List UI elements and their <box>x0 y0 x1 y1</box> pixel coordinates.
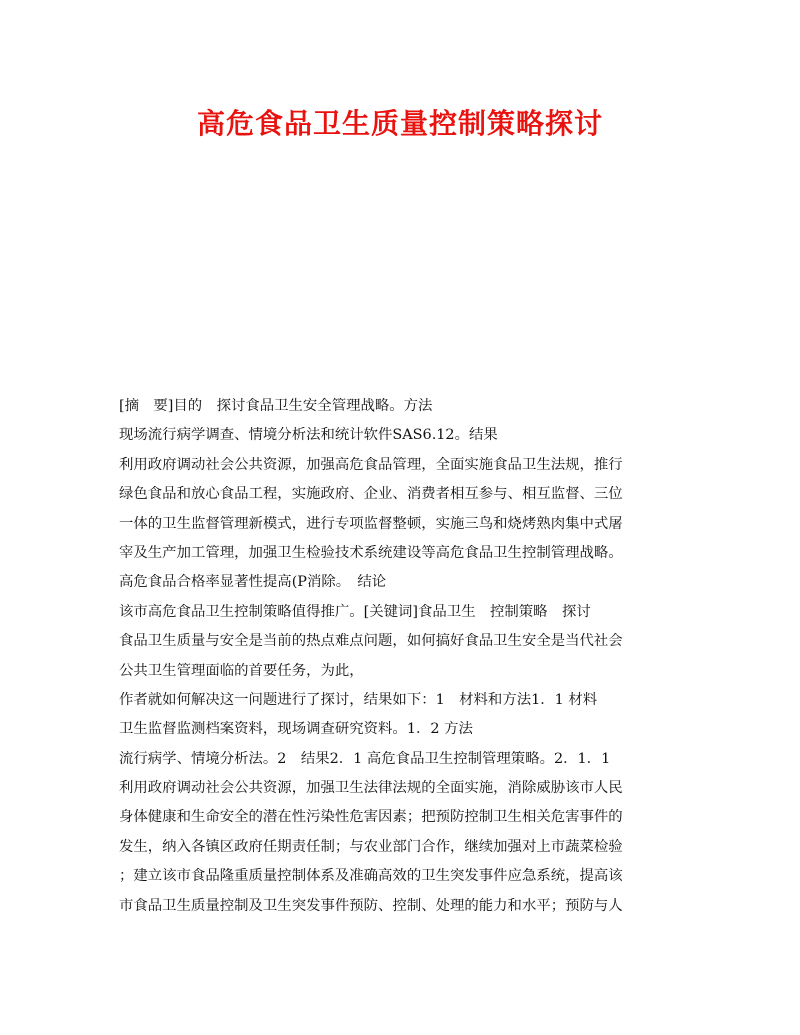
body-line: [摘 要]目的 探讨食品卫生安全管理战略。方法 <box>119 398 433 414</box>
body-line: 利用政府调动社会公共资源，加强卫生法律法规的全面实施，消除威胁该市人民 <box>119 780 623 797</box>
document-body <box>119 392 685 921</box>
body-line: ；建立该市食品隆重质量控制体系及准确高效的卫生突发事件应急系统，提高该 <box>119 868 623 885</box>
body-line: 市食品卫生质量控制及卫生突发事件预防、控制、处理的能力和水平；预防与人 <box>119 897 623 914</box>
document-title: 高危食品卫生质量控制策略探讨 <box>196 107 603 140</box>
body-line: 一体的卫生监督管理新模式，进行专项监督整顿，实施三鸟和烧烤熟肉集中式屠 <box>119 515 623 532</box>
body-line: 该市高危食品卫生控制策略值得推广。[关键词]食品卫生 控制策略 探讨 <box>119 603 591 620</box>
body-line: 宰及生产加工管理，加强卫生检验技术系统建设等高危食品卫生控制管理战略。 <box>119 544 623 561</box>
body-line: 食品卫生质量与安全是当前的热点难点问题，如何搞好食品卫生安全是当代社会 <box>119 633 623 650</box>
body-line: 公共卫生管理面临的首要任务，为此， <box>119 662 364 679</box>
body-line: 高危食品合格率显著性提高(P消除。 结论 <box>119 574 387 591</box>
body-line: 利用政府调动社会公共资源，加强高危食品管理，全面实施食品卫生法规，推行 <box>119 456 623 473</box>
body-line: 身体健康和生命安全的潜在性污染性危害因素；把预防控制卫生相关危害事件的 <box>119 809 623 826</box>
body-line: 作者就如何解决这一问题进行了探讨，结果如下：1 材料和方法1．1 材料 <box>119 691 598 708</box>
body-line: 现场流行病学调查、情境分析法和统计软件SAS6.12。结果 <box>119 427 498 444</box>
body-line: 绿色食品和放心食品工程，实施政府、企业、消费者相互参与、相互监督、三位 <box>119 486 623 503</box>
body-line: 流行病学、情境分析法。2 结果2．1 高危食品卫生控制管理策略。2．1．1 <box>119 750 611 767</box>
body-line: 卫生监督监测档案资料，现场调查研究资料。1．2 方法 <box>119 721 473 738</box>
body-line: 发生，纳入各镇区政府任期责任制；与农业部门合作，继续加强对上市蔬菜检验 <box>119 838 623 855</box>
